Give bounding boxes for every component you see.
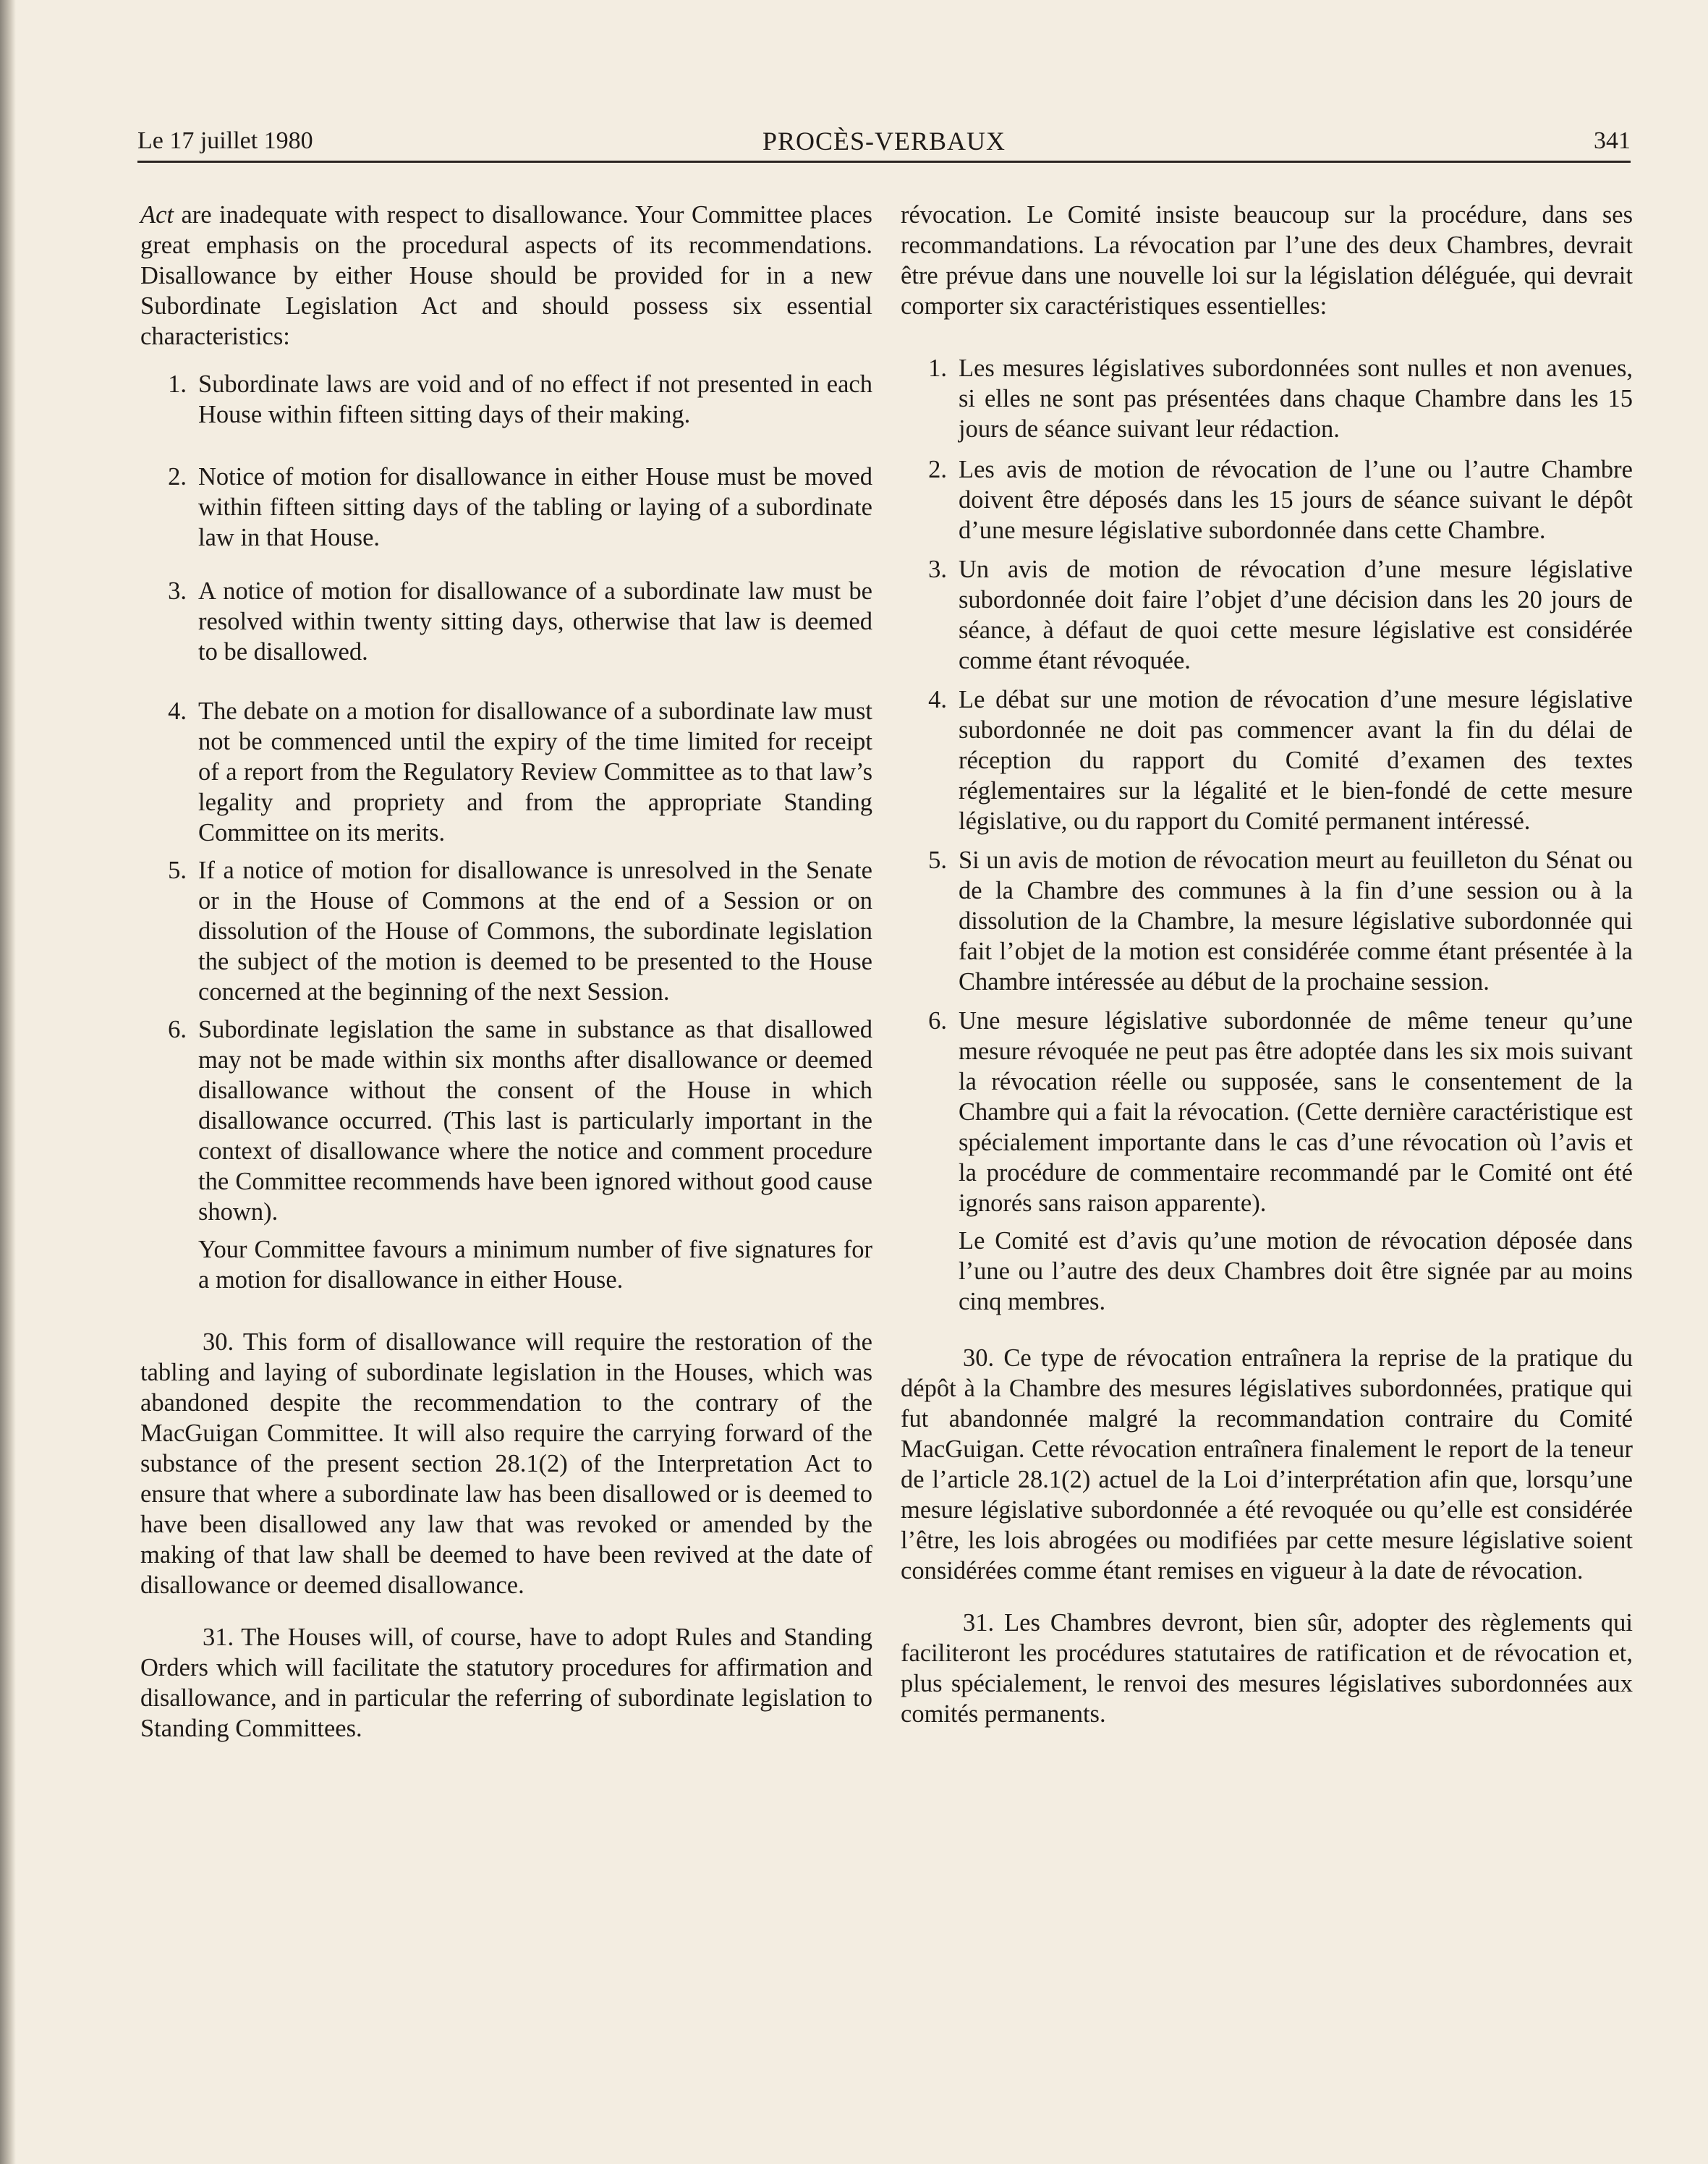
item-text: Subordinate legislation the same in substance as that disallowed may not be made within six months after disallowance or deemed disallowance without the consent of the House in which disallowance occurred. (This last is particularly important in the context of disallowance where the notice and comment procedure the Committee recommends have been ignored without good cause shown). — [198, 1016, 872, 1226]
item-text: If a notice of motion for disallowance is unresolved in the Senate or in the House of Commons at the end of a Session or on dissolution of the House of Commons, the subordinate legislation the subject of the motion is deemed to be presented to the House concerned at the beginning of the next Session. — [198, 857, 872, 1006]
list-item-fr-5 — [901, 845, 1633, 997]
item-number: 3. — [928, 556, 947, 583]
item-number: 3. — [168, 577, 187, 605]
paragraph-31-fr: 31. Les Chambres devront, bien sûr, adopter des règlements qui faciliteront les procédures statutaires de ratification et de révocation et, plus spécialement, le renvoi des mesures législatives subordonnées aux comités permanents. — [901, 1609, 1633, 1728]
intro-text-en: are inadequate with respect to disallowance. Your Committee places great emphasis on the procedural aspects of its recommendations. Disallowance by either House should be provided for in a new Subordinate Legislation Act and should possess six essential characteristics: — [140, 201, 872, 350]
item-text: Les mesures législatives subordonnées sont nulles et non avenues, si elles ne sont pas présentées dans chaque Chambre dans les 15 jours de séance suivant leur rédaction. — [959, 355, 1633, 443]
list-item-en-5 — [140, 855, 872, 1007]
paragraph-30-fr: 30. Ce type de révocation entraînera la reprise de la pratique du dépôt à la Chambre des mesures législatives subordonnées, pratique qui fut abandonnée malgré la recommandation contraire du Comité MacGuigan. Cette révocation entraînera finalement le report de la teneur de l’article 28.1(2) actuel de la Loi d’interprétation afin que, lorsqu’une mesure législative subordonnée a été revoquée ou qu’elle est considérée l’être, les lois abrogées ou modifiées par cette mesure législative soient considérées comme étant remises en vigueur à la date de révocation. — [901, 1344, 1633, 1584]
item-text: A notice of motion for disallowance of a subordinate law must be resolved within twenty sitting days, otherwise that law is deemed to be disallowed. — [198, 577, 872, 666]
item-number: 5. — [168, 857, 187, 884]
intro-italic-word: Act — [140, 201, 174, 229]
item-text: Les avis de motion de révocation de l’une ou l’autre Chambre doivent être déposés dans les 15 jours de séance suivant le dépôt d’une mesure législative subordonnée dans cette Chambre. — [959, 456, 1633, 544]
paragraph-31-en: 31. The Houses will, of course, have to adopt Rules and Standing Orders which will facilitate the statutory procedures for affirmation and disallowance, and in particular the referring of subordinate legislation to Standing Committees. — [140, 1624, 872, 1742]
header-rule — [137, 161, 1631, 163]
item-number: 2. — [928, 456, 947, 483]
page-number: 341 — [1594, 127, 1631, 154]
item-number: 1. — [928, 355, 947, 382]
list-item-en-1 — [140, 369, 872, 430]
item-number: 4. — [928, 686, 947, 713]
item-text: Le débat sur une motion de révocation d’une mesure législative subordonnée ne doit pas commencer avant la fin du délai de réception du rapport du Comité d’examen des textes réglementaires sur la légalité et le bien-fondé de cette mesure législative, ou du rapport du Comité permanent intéressé. — [959, 686, 1633, 835]
english-column — [140, 200, 872, 1744]
list-item-fr-2 — [901, 454, 1633, 546]
item-text: Un avis de motion de révocation d’une mesure législative subordonnée doit faire l’objet d’une décision dans les 20 jours de séance, à défaut de quoi cette mesure législative est considérée comme étant révoquée. — [959, 556, 1633, 674]
item-number: 4. — [168, 697, 187, 725]
header-title: PROCÈS-VERBAUX — [762, 127, 1006, 156]
item-text: The debate on a motion for disallowance of a subordinate law must not be commenced until the expiry of the time limited for receipt of a report from the Regulatory Review Committee as to that law’s legality and propriety and from the appropriate Standing Committee on its merits. — [198, 697, 872, 846]
item-number: 5. — [928, 846, 947, 874]
item-text: Si un avis de motion de révocation meurt au feuilleton du Sénat ou de la Chambre des communes à la fin d’une session ou à la dissolution de la Chambre, la mesure législative subordonnée qui fait l’objet de la motion est considérée comme étant présentée à la Chambre intéressée au début de la prochaine session. — [959, 846, 1633, 996]
list-item-fr-1 — [901, 353, 1633, 444]
intro-paragraph-fr: révocation. Le Comité insiste beaucoup sur la procédure, dans ses recommandations. La révocation par l’une des deux Chambres, devrait être prévue dans une nouvelle loi sur la législation déléguée, qui devrait comporter six caractéristiques essentielles: — [901, 201, 1633, 320]
list-item-fr-3 — [901, 554, 1633, 676]
item-number: 6. — [168, 1016, 187, 1043]
list-item-en-4 — [140, 696, 872, 848]
item-number: 1. — [168, 370, 187, 398]
scan-edge-shadow — [0, 0, 16, 2164]
item-text: Notice of motion for disallowance in either House must be moved within fifteen sitting days of the tabling or laying of a subordinate law in that House. — [198, 463, 872, 551]
item-text: Subordinate laws are void and of no effect if not presented in each House within fifteen sitting days of their making. — [198, 370, 872, 428]
paragraph-30-en: 30. This form of disallowance will require the restoration of the tabling and laying of subordinate legislation in the Houses, which was abandoned despite the recommendation to the contrary of the MacGuigan Committee. It will also require the carrying forward of the substance of the present section 28.1(2) of the Interpretation Act to ensure that where a subordinate law has been disallowed or is deemed to have been disallowed any law that was revoked or amended by the making of that law shall be deemed to have been revived at the date of disallowance or deemed disallowance. — [140, 1328, 872, 1599]
list-item-fr-4 — [901, 684, 1633, 836]
french-column — [901, 200, 1633, 1729]
header-date: Le 17 juillet 1980 — [137, 127, 313, 154]
list-item-en-6 — [140, 1014, 872, 1227]
item-text: Une mesure législative subordonnée de même teneur qu’une mesure révoquée ne peut pas être adoptée dans les six mois suivant la révocation réelle ou supposée, sans le consentement de la Chambre qui a fait la révocation. (Cette dernière caractéristique est spécialement importante dans le cas d’une révocation où l’avis et la procédure de commentaire recommandé par le Comité ont été ignorés sans raison apparente). — [959, 1007, 1633, 1217]
list-item-en-2 — [140, 462, 872, 553]
list-item-fr-6 — [901, 1006, 1633, 1218]
item-number: 6. — [928, 1007, 947, 1035]
page-header — [137, 122, 1631, 162]
item-number: 2. — [168, 463, 187, 491]
list-item-en-3 — [140, 576, 872, 667]
intro-paragraph-en — [140, 200, 872, 352]
signatures-paragraph-fr: Le Comité est d’avis qu’une motion de révocation déposée dans l’une ou l’autre des deux Chambres doit être signée par au moins cinq membres. — [959, 1227, 1633, 1315]
signatures-paragraph-en: Your Committee favours a minimum number of five signatures for a motion for disallowance in either House. — [198, 1236, 872, 1294]
